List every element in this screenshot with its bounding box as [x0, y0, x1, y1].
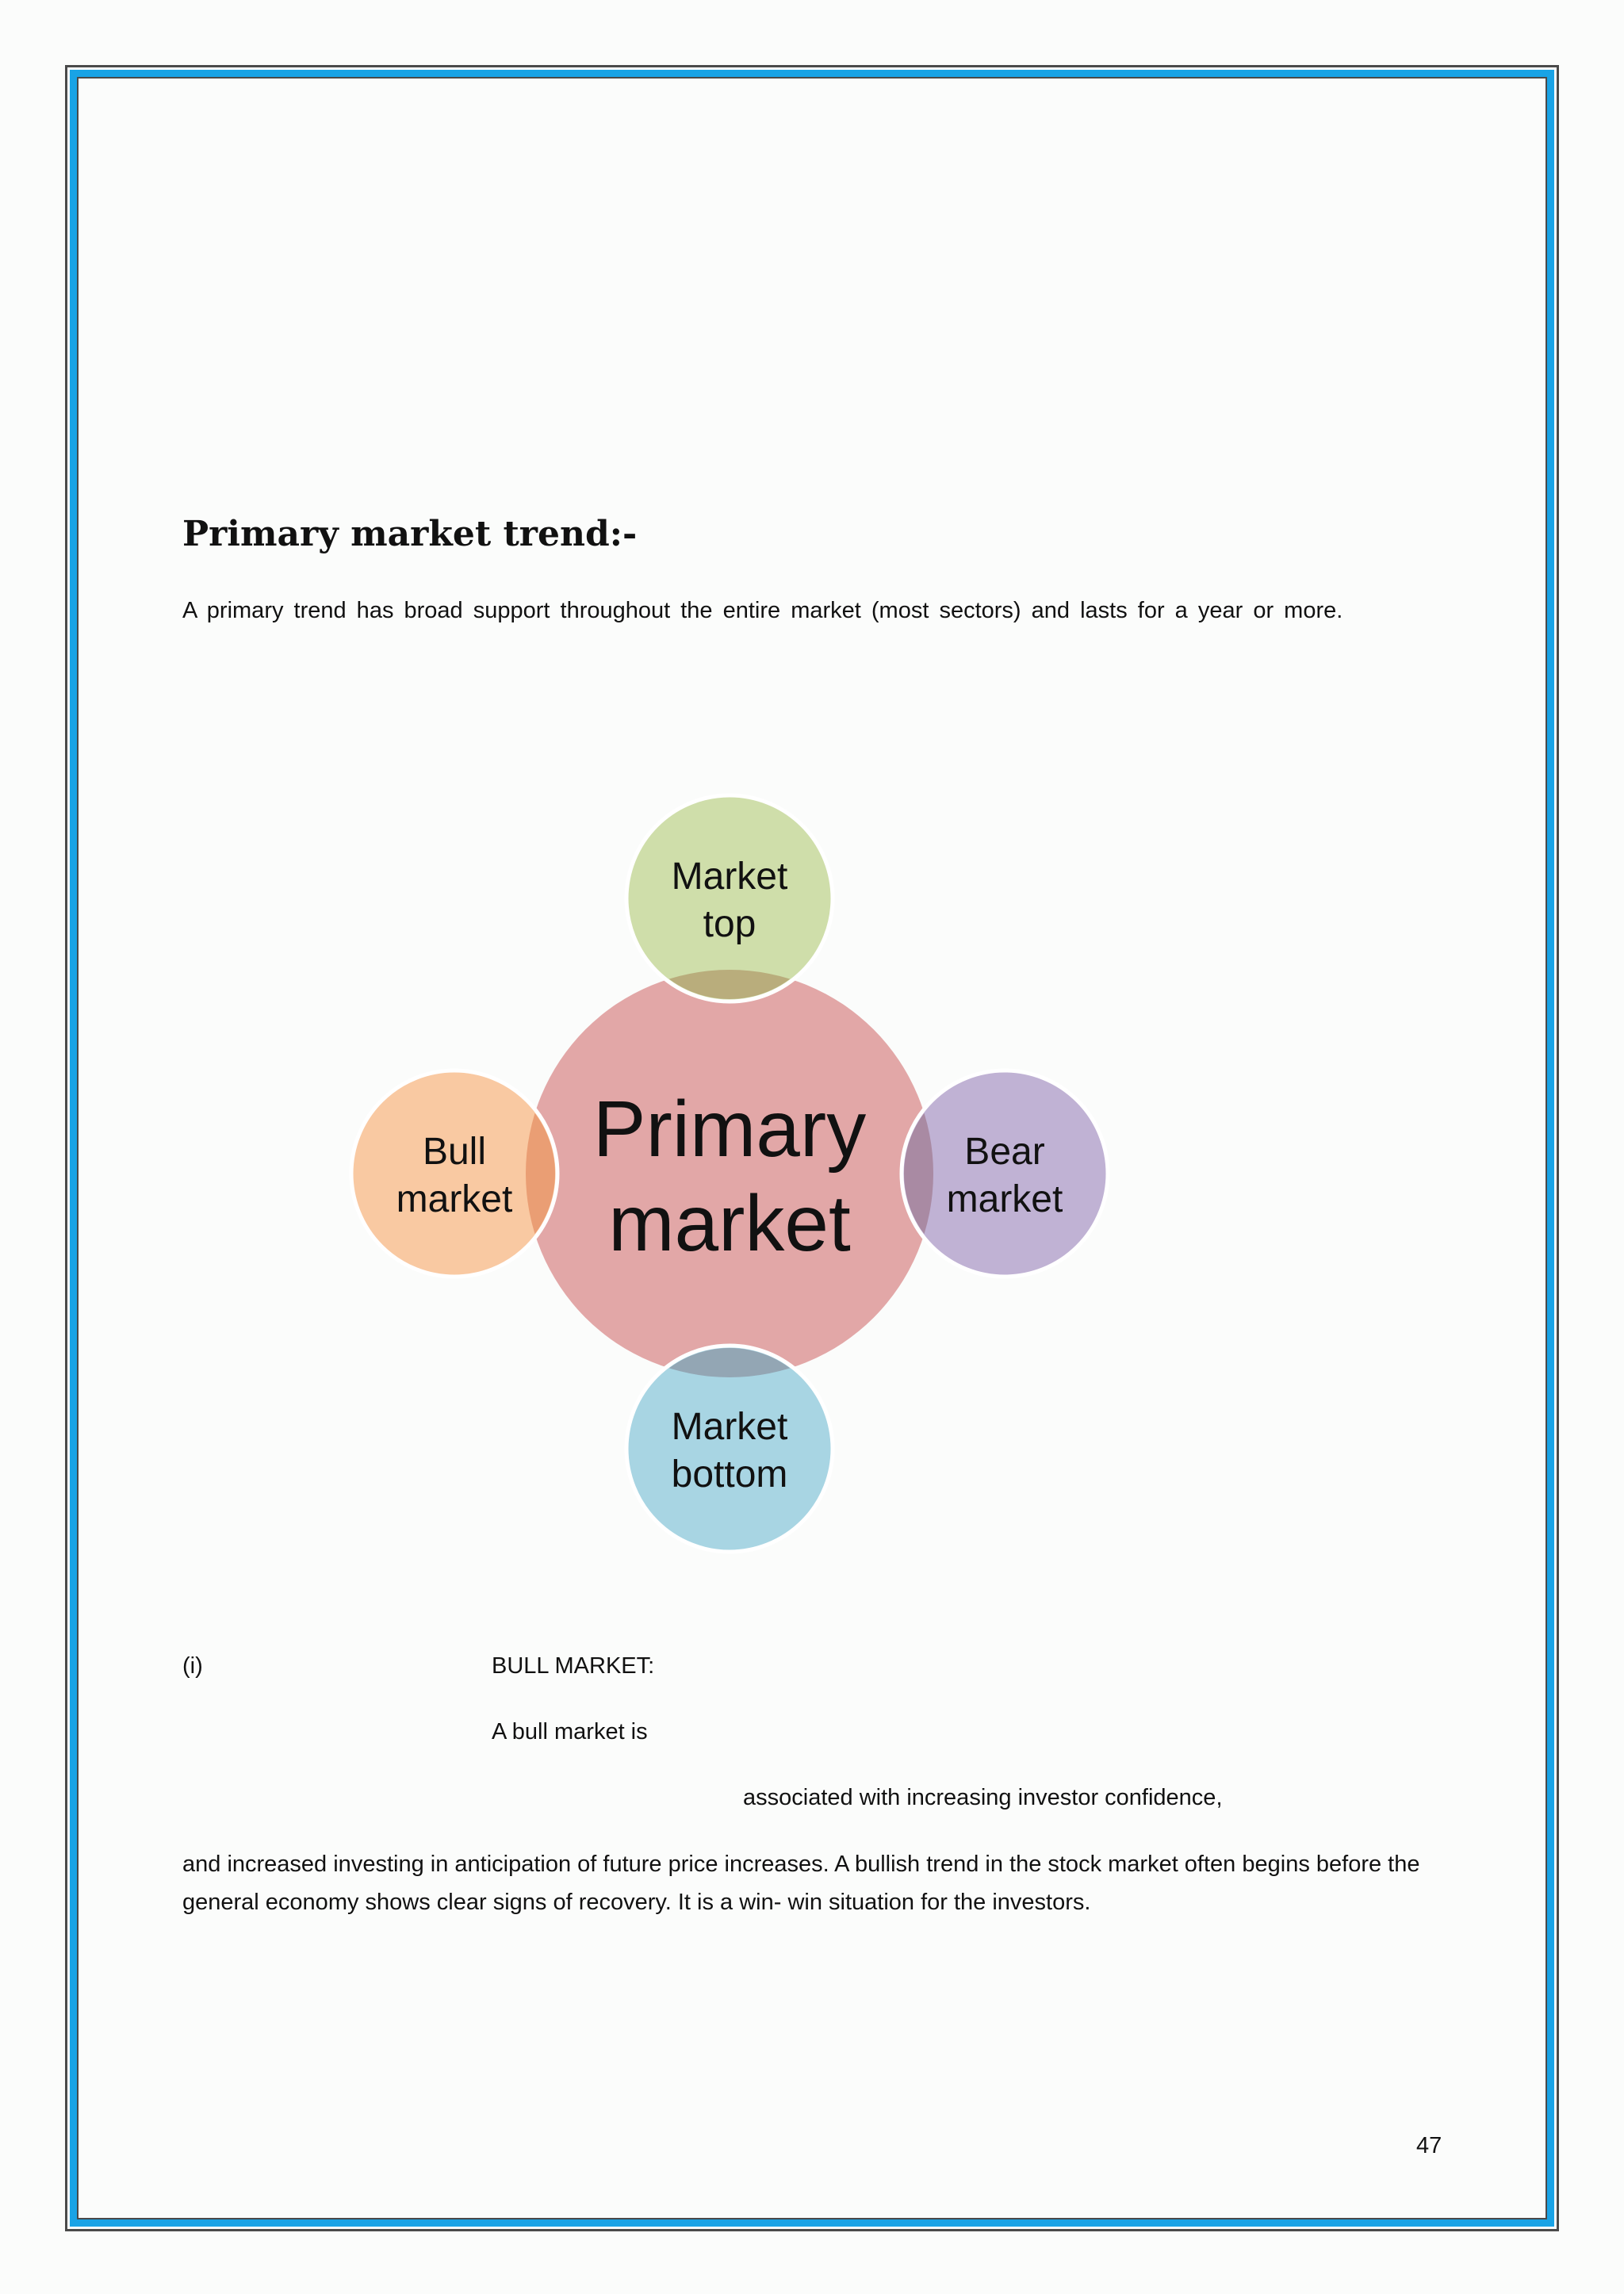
bull-market-line1: A bull market is — [492, 1719, 648, 1744]
center-label-line1: Primary — [592, 1085, 867, 1174]
node-label-right-line1: Bear — [964, 1131, 1045, 1173]
bull-market-title: BULL MARKET: — [492, 1653, 655, 1679]
bull-market-paragraph: and increased investing in anticipation of future price increases. A bullish trend in the stock market often begins before the general economy shows clear signs of recovery. It is a win- win situation for the investors. — [182, 1852, 1420, 1915]
node-label-bottom-line2: bottom — [671, 1453, 788, 1496]
bull-market-line2: associated with increasing investor confidence, — [743, 1785, 1223, 1810]
node-label-left-line2: market — [396, 1178, 513, 1220]
center-label-line2: market — [608, 1179, 851, 1268]
node-label-top-line1: Market — [671, 856, 788, 898]
intro-text: A primary trend has broad support throughout the entire market (most sectors) and lasts for a year or more. — [182, 598, 1343, 623]
page-number: 47 — [1416, 2133, 1442, 2158]
node-label-top-line2: top — [703, 903, 756, 945]
list-number: (i) — [182, 1653, 203, 1679]
center-circle — [526, 970, 933, 1377]
node-label-right-line2: market — [946, 1178, 1063, 1220]
node-label-left-line1: Bull — [422, 1131, 487, 1173]
section-heading: Primary market trend:- — [182, 514, 638, 554]
primary-market-diagram — [333, 777, 1126, 1570]
node-label-bottom-line1: Market — [671, 1406, 788, 1448]
